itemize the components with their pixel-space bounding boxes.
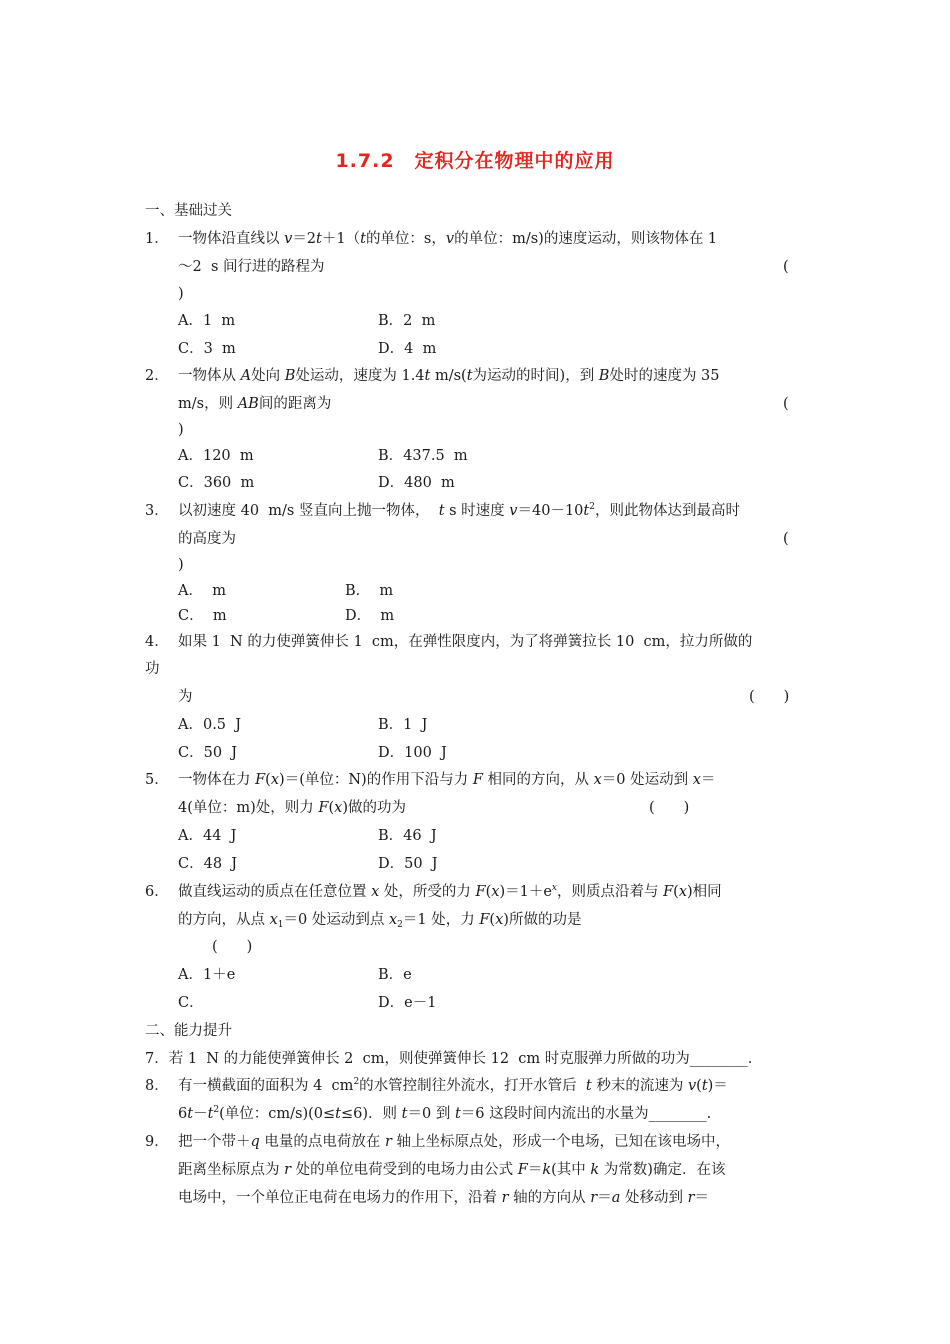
question-text-line: 如果 1 N 的力使弹簧伸长 1 cm，在弹性限度内，为了将弹簧拉长 10 cm，拉力所做的 <box>178 634 753 650</box>
question-text-line: m/s，则 AB间的距离为 <box>178 396 332 412</box>
option-c: C．3 m <box>178 341 236 357</box>
option-b: B．46 J <box>378 828 437 844</box>
answer-bracket: ( <box>783 396 789 412</box>
question-text-line: 把一个带＋q 电量的点电荷放在 r 轴上坐标原点处，形成一个电场，已知在该电场中， <box>178 1134 731 1150</box>
question-text-line: 一物体在力 F(x)＝(单位：N)的作用下沿与力 F 相同的方向，从 x＝0 处运动到 x＝ <box>178 772 716 788</box>
question-number: 2． <box>145 368 169 384</box>
option-c: C．360 m <box>178 475 255 491</box>
question-text-line: 一物体从 A处向 B处运动，速度为 1.4t m/s(t为运动的时间)，到 B处时的速度为 35 <box>178 368 720 384</box>
question-number: 5． <box>145 772 169 788</box>
section-heading-basic: 一、基础过关 <box>145 203 232 219</box>
question-text-line: 7．若 1 N 的力能使弹簧伸长 2 cm，则使弹簧伸长 12 cm 时克服弹力所做的功为________. <box>145 1051 753 1067</box>
option-c: C． <box>178 995 204 1011</box>
page-title: 1.7.2 定积分在物理中的应用 <box>335 150 615 172</box>
question-number: 1． <box>145 231 169 247</box>
question-text-line: 功 <box>145 661 160 677</box>
answer-bracket: ( ) <box>649 800 690 816</box>
option-a: A．1 m <box>178 313 236 329</box>
option-a: A．120 m <box>178 448 254 464</box>
option-c: C． m <box>178 608 227 624</box>
question-text-line: 电场中，一个单位正电荷在电场力的作用下，沿着 r 轴的方向从 r＝a 处移动到 r＝ <box>178 1190 710 1206</box>
option-a: A．1＋e <box>178 967 236 983</box>
option-d: D．100 J <box>378 745 447 761</box>
option-b: B．e <box>378 967 412 983</box>
question-text-line: 为 <box>178 689 193 705</box>
question-number: 3． <box>145 503 169 519</box>
option-b: B． m <box>345 583 394 599</box>
option-d: D．e－1 <box>378 995 437 1011</box>
answer-bracket: ( <box>783 531 789 547</box>
question-number: 8． <box>145 1078 169 1094</box>
question-text-line: 的高度为 <box>178 531 236 547</box>
option-d: D． m <box>345 608 395 624</box>
section-heading-advanced: 二、能力提升 <box>145 1023 232 1039</box>
option-a: A．0.5 J <box>178 717 242 733</box>
question-number: 9． <box>145 1134 169 1150</box>
question-text-line: 做直线运动的质点在任意位置 x 处，所受的力 $F(x)=1+e^x$，则质点沿着与 F(x)相同 <box>178 883 722 900</box>
answer-bracket: ( ) <box>749 689 790 705</box>
answer-bracket: ) <box>178 422 184 438</box>
question-text-line: $6t-t^2$(单位：cm/s)(0≤t≤6)．则 t＝0 到 t＝6 这段时间内流出的水量为________. <box>178 1105 712 1122</box>
option-c: C．48 J <box>178 856 238 872</box>
question-text-line: 的方向，从点 $x_1=0$ 处运动到点 $x_2=1$ 处，力 F(x)所做的功是 <box>178 912 582 930</box>
answer-bracket: ) <box>178 557 184 573</box>
option-b: B．2 m <box>378 313 436 329</box>
question-text-line: 距离坐标原点为 r 处的单位电荷受到的电场力由公式 F＝k(其中 k 为常数)确定．在该 <box>178 1162 726 1178</box>
question-text-line: ～2 s 间行进的路程为 <box>178 259 325 275</box>
option-d: D．50 J <box>378 856 438 872</box>
option-b: B．437.5 m <box>378 448 468 464</box>
question-text-line: 一物体沿直线以 v＝2t＋1（t的单位：s，v的单位：m/s)的速度运动，则该物体在 1 <box>178 231 718 247</box>
option-d: D．480 m <box>378 475 455 491</box>
answer-bracket: ) <box>178 286 184 302</box>
option-d: D．4 m <box>378 341 437 357</box>
option-a: A． m <box>178 583 226 599</box>
question-text-line: 有一横截面的面积为 4 $cm^2$的水管控制往外流水，打开水管后 t 秒末的流速为 v(t)＝ <box>178 1077 728 1094</box>
option-c: C．50 J <box>178 745 238 761</box>
answer-bracket: ( ) <box>212 939 253 955</box>
question-number: 6． <box>145 884 169 900</box>
question-number: 4． <box>145 634 169 650</box>
question-text-line: 4(单位：m)处，则力 F(x)做的功为 <box>178 800 406 816</box>
question-text-line: 以初速度 40 m/s 竖直向上抛一物体， t s 时速度 $v=40-10t^2$，则此物体达到最高时 <box>178 502 740 519</box>
option-b: B．1 J <box>378 717 428 733</box>
answer-bracket: ( <box>783 259 789 275</box>
option-a: A．44 J <box>178 828 237 844</box>
